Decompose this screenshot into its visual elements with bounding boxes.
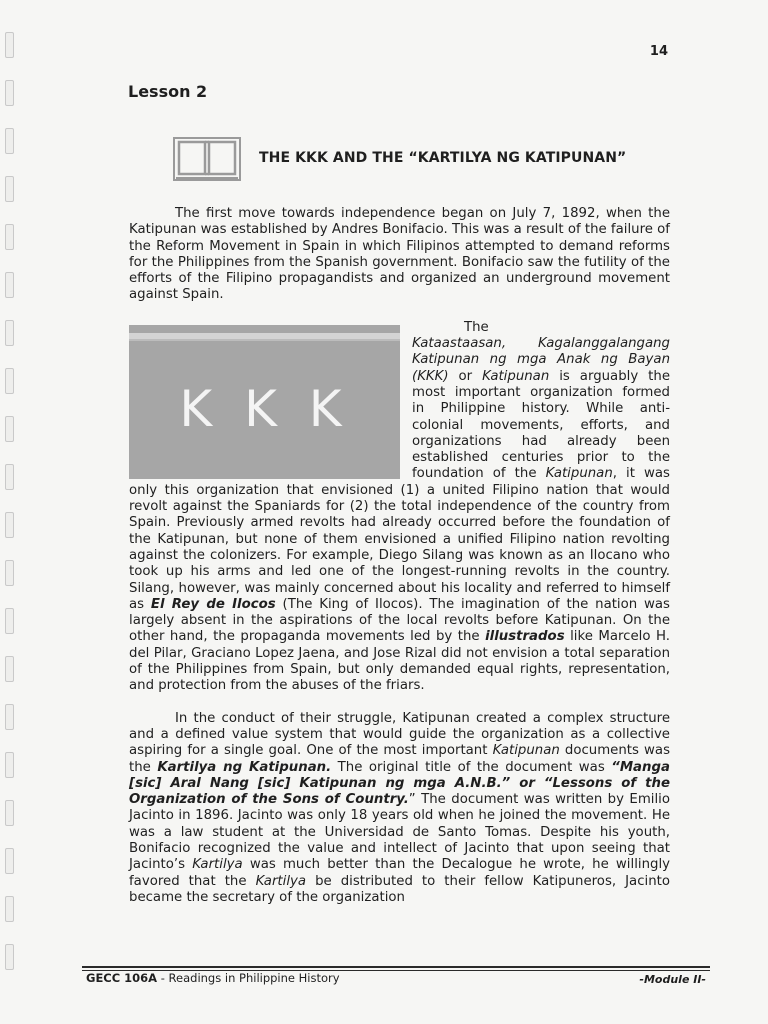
- lesson-title: THE KKK AND THE “KARTILYA NG KATIPUNAN”: [259, 150, 627, 166]
- footer-course: [86, 971, 340, 985]
- kkk-graphic-text: K K K: [179, 379, 350, 438]
- footer-course-title: - Readings in Philippine History: [157, 971, 340, 985]
- footer-course-code: GECC 106A: [86, 971, 158, 985]
- lesson-title-row: [173, 134, 626, 182]
- footer-rule: [82, 966, 710, 968]
- open-book-icon: [173, 134, 241, 182]
- binding-holes: [5, 20, 15, 1010]
- lesson-label: Lesson 2: [128, 82, 208, 101]
- kkk-graphic: [129, 325, 400, 479]
- paragraph-kkk: K K K TheKataastaasan, Kagalanggalangang Katipunan ng mga Anak ng Bayan (KKK) or Katipunan is arguably the most important organization formed in Philippine history. While anti-colonial movements, efforts, and organizations had already been established centuries prior to the foundation of the Katipunan, it was only this organization that envisioned (1) a united Filipino nation that would revolt against the Spaniards for (2) the total independence of the country from Spain. Previously armed revolts had already occurred before the foundation of the Katipunan, but none of them envisioned a unified Filipino nation revolting against the colonizers. For example, Diego Silang was known as an Ilocano who took up his arms and led one of the longest-running revolts in the country. Silang, however, was mainly concerned about his locality and referred to himself as El Rey de Ilocos (The King of Ilocos). The imagination of the nation was largely absent in the aspirations of the local revolts before Katipunan. On the other hand, the propaganda movements led by the illustrados like Marcelo H. del Pilar, Graciano Lopez Jaena, and Jose Rizal did not envision a total separation of the Philippines from Spain, but only demanded equal rights, representation, and protection from the abuses of the friars.: [129, 319, 670, 694]
- body-text: [129, 206, 670, 906]
- paragraph-kartilya: In the conduct of their struggle, Katipunan created a complex structure and a defined value system that would guide the organization as a collective aspiring for a single goal. One of the most important Katipunan documents was the Kartilya ng Katipunan. The original title of the document was “Manga [sic] Aral Nang [sic] Katipunan ng mga A.N.B.” or “Lessons of the Organization of the Sons of Country.” The document was written by Emilio Jacinto in 1896. Jacinto was only 18 years old when he joined the movement. He was a law student at the Universidad de Santo Tomas. Despite his youth, Bonifacio recognized the value and intellect of Jacinto that upon seeing that Jacinto’s Kartilya was much better than the Decalogue he wrote, he willingly favored that the Kartilya be distributed to their fellow Katipuneros, Jacinto became the secretary of the organization: [129, 710, 671, 905]
- paragraph-intro: The first move towards independence began on July 7, 1892, when the Katipunan was established by Andres Bonifacio. This was a result of the failure of the Reform Movement in Spain in which Filipinos attempted to demand reforms for the Philippines from the Spanish government. Bonifacio saw the futility of the efforts of the Filipino propagandists and organized an underground movement against Spain.: [129, 206, 670, 303]
- page-number: 14: [649, 44, 668, 59]
- footer-module: -Module II-: [639, 973, 706, 986]
